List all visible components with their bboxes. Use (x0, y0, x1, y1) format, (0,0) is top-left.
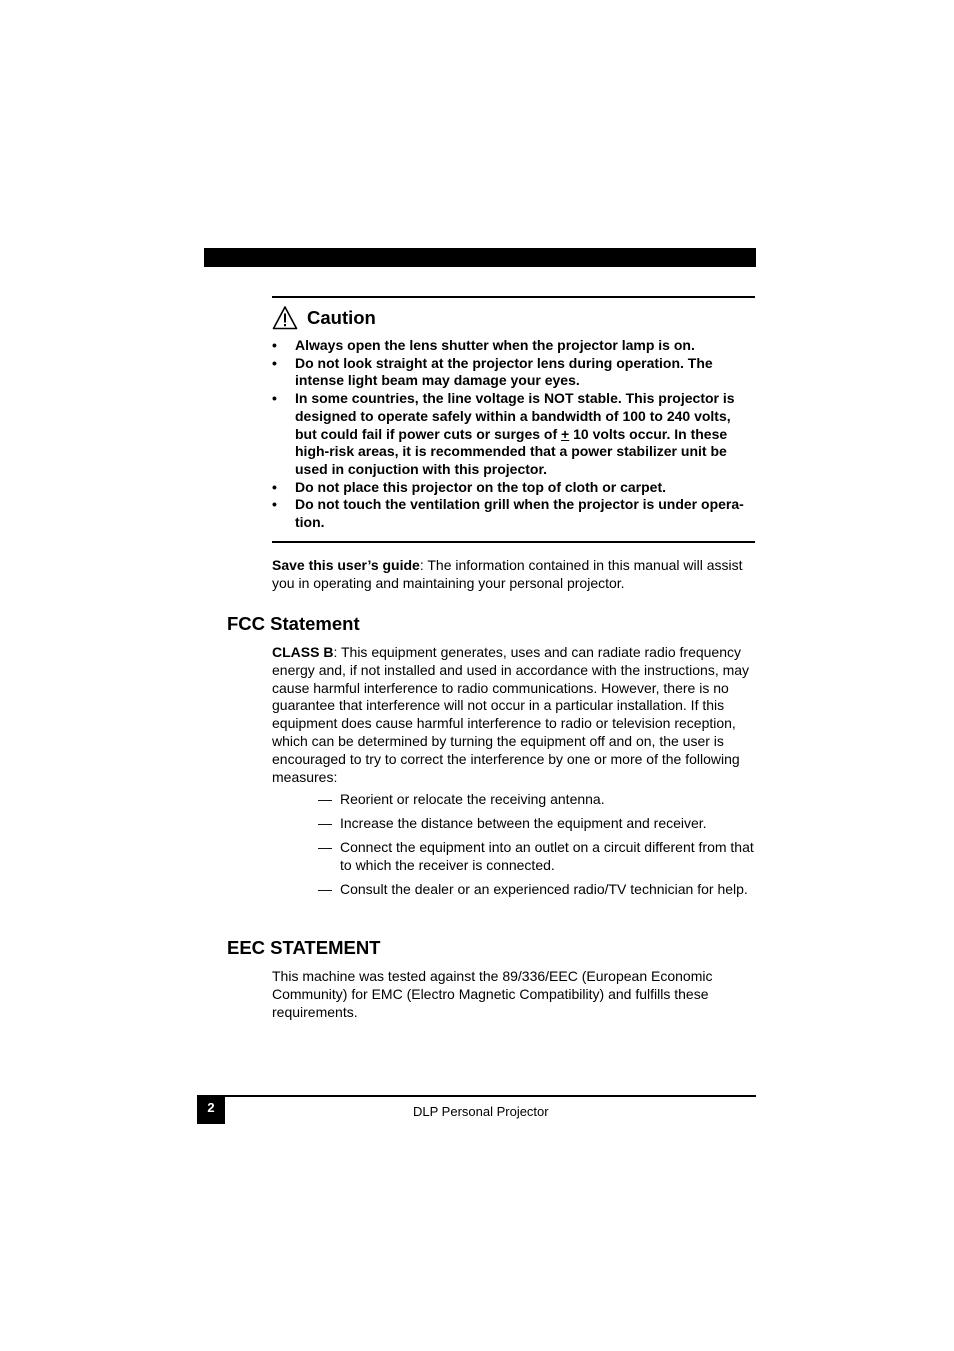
caution-box (272, 296, 755, 543)
caution-item: • Do not touch the ventilation grill when the projector is under opera-tion. (272, 496, 744, 531)
measure-item: — Increase the distance between the equipment and receiver. (318, 814, 707, 831)
save-guide-label: Save this user’s guide (272, 557, 420, 573)
warning-icon (272, 305, 298, 331)
caution-header (272, 303, 755, 333)
save-guide-paragraph (272, 557, 756, 593)
measure-item: — Consult the dealer or an experienced radio/TV technician for help. (318, 880, 748, 897)
caution-item: • Do not look straight at the projector lens during operation. The intense light beam may damage your eyes. (272, 354, 713, 389)
caution-item: • Do not place this projector on the top of cloth or carpet. (272, 478, 667, 495)
save-guide-text: : The information contained in this manual will assist you in operating and maintaining your personal projector. (272, 557, 743, 591)
fcc-text: : This equipment generates, uses and can radiate radio frequency energy and, if not installed and used in accordance with the instructions, may cause harmful interference to radio communications. However, there is no guarantee that interference will not occur in a particular installation. If this equipment does cause harmful interference to radio or television reception, which can be determined by turning the equipment off and on, the user is encouraged to try to correct the interference by one or more of the following measures: (272, 644, 750, 785)
page-number: 2 (197, 1095, 225, 1124)
header-bar (204, 248, 756, 267)
measure-item: — Reorient or relocate the receiving antenna. (318, 791, 605, 807)
fcc-class-label: CLASS B (272, 644, 334, 660)
caution-item: • In some countries, the line voltage is NOT stable. This projector is designed to operate safely within a bandwidth of 100 to 240 volts, but could fail if power cuts or surges of + 10 volts occur. In these high-risk areas, it is recommended that a power stabilizer unit be used in conjuction with this projector. (272, 390, 735, 477)
fcc-measures-list (318, 791, 758, 905)
footer-title: DLP Personal Projector (413, 1104, 549, 1119)
footer-rule (224, 1095, 756, 1097)
caution-title: Caution (307, 307, 376, 328)
caution-item: • Always open the lens shutter when the projector lamp is on. (272, 337, 695, 353)
fcc-paragraph (272, 644, 756, 786)
eec-paragraph: This machine was tested against the 89/336/EEC (European Economic Community) for EMC (Electro Magnetic Compatibility) and fulfills these requirements. (272, 968, 713, 1020)
measure-item: — Connect the equipment into an outlet on a circuit different from that to which the receiver is connected. (318, 838, 754, 873)
fcc-heading: FCC Statement (227, 613, 360, 634)
eec-heading: EEC STATEMENT (227, 937, 381, 958)
plus-minus-sign: + (561, 425, 570, 442)
caution-list (272, 337, 755, 532)
